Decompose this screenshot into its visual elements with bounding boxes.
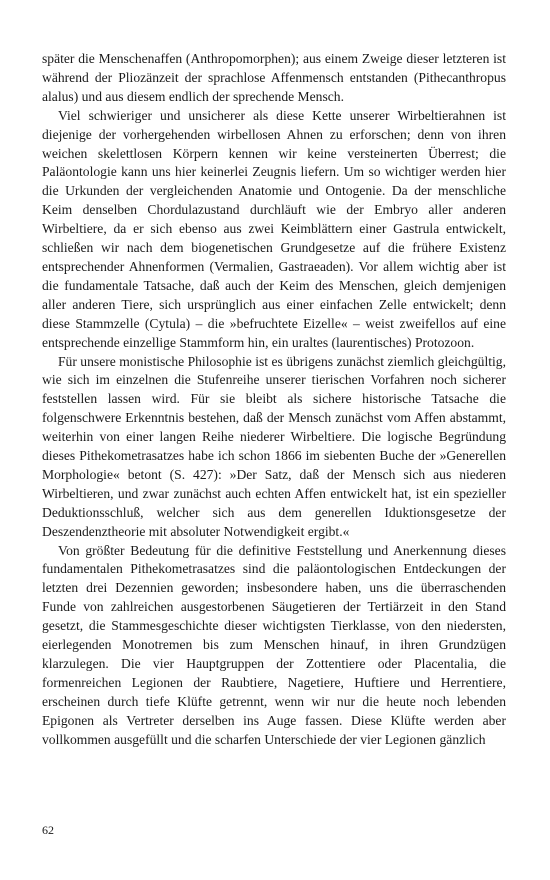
page-number: 62: [42, 823, 54, 837]
paragraph-monistic-philosophy: Für unsere monistische Philosophie ist es übrigens zunächst ziemlich gleichgültig, wie sich im einzelnen die Stufenreihe unserer tierischen Vorfahren noch sicherer feststellen lassen wird. Für sie bleibt als sichere historische Tatsache die folgenschwere Erkenntnis bestehen, daß der Mensch zunächst vom Affen abstammt, weiterhin von einer langen Reihe niederer Wirbeltiere. Die logische Begründung dieses Pithekometrasatzes habe ich schon 1866 im siebenten Buche der »Generellen Morphologie« betont (S. 427): »Der Satz, daß der Mensch sich aus niederen Wirbeltieren, und zwar zunächst auch echten Affen entwickelt hat, ist ein spezieller Deduktionsschluß, welcher sich aus dem generellen Iduktionsgesetze der Deszendenztheorie mit absoluter Notwendigkeit ergibt.«: [42, 353, 506, 539]
paragraph-paleontological-discoveries: Von größter Bedeutung für die definitive Feststellung und Anerkennung dieses fundamentalen Pithekometrasatzes sind die paläontologischen Entdeckungen der letzten drei Dezennien geworden; insbesondere haben, uns die überraschenden Funde von zahlreichen ausgestorbenen Säugetieren der Tertiärzeit in den Stand gesetzt, die Stammesgeschichte dieser wichtigsten Tierklasse, von den niedersten, eierlegenden Monotremen bis zum Menschen hinauf, in ihren Grundzügen klarzulegen. Die vier Hauptgruppen der Zottentiere oder Placentalia, die formenreichen Legionen der Raubtiere, Nagetiere, Huftiere und Herrentiere, erscheinen durch tiefe Klüfte getrennt, wenn wir nur die heute noch lebenden Epigonen als Vertreter derselben ins Auge fassen. Diese Klüfte werden aber vollkommen ausgefüllt und die scharfen Unterschiede der vier Legionen gänzlich: [42, 542, 506, 747]
paragraph-invertebrate-ancestors: Viel schwieriger und unsicherer als diese Kette unserer Wirbeltierahnen ist diejenige der vorhergehenden wirbellosen Ahnen zu erforschen; denn von ihren weichen skelettlosen Körpern kennen wir keine versteinerten Überrest; die Paläontologie kann uns hier keinerlei Zeugnis liefern. Um so wichtiger werden hier die Urkunden der vergleichenden Anatomie und Ontogenie. Da der menschliche Keim denselben Chordulazustand durchläuft wie der Embryo aller anderen Wirbeltiere, da er sich ebenso aus zwei Keimblättern einer Gastrula entwickelt, schließen wir nach dem biogenetischen Grundgesetze auf die frühere Existenz entsprechender Ahnenformen (Vermalien, Gastraeaden). Vor allem wichtig aber ist die fundamentale Tatsache, daß auch der Keim des Menschen, gleich demjenigen aller anderen Tiere, sich ursprünglich aus einer einfachen Zelle entwickelt; denn diese Stammzelle (Cytula) – die »befruchtete Eizelle« – weist zweifellos auf eine entsprechende einzellige Stammform hin, ein uraltes (laurentisches) Protozoon.: [42, 107, 506, 350]
paragraph-continuation: später die Menschenaffen (Anthropomorphen); aus einem Zweige dieser letzteren ist während der Pliozänzeit der sprachlose Affenmensch entstanden (Pithecanthropus alalus) und aus diesem endlich der sprechende Mensch.: [42, 51, 506, 104]
page-body: [42, 50, 506, 750]
